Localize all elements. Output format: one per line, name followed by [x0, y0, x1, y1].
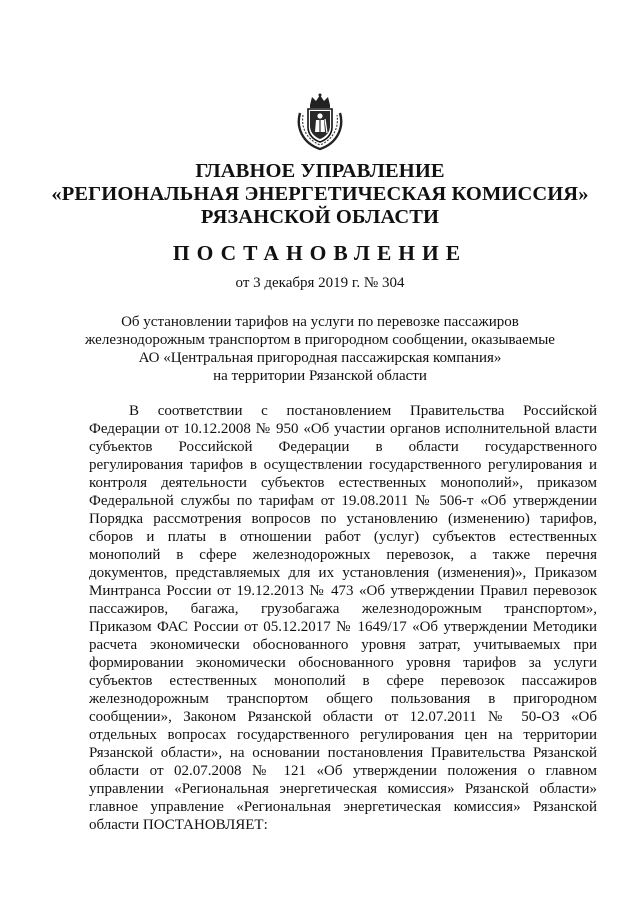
document-date-number: от 3 декабря 2019 г. № 304: [235, 275, 405, 291]
body-line: формировании экономически обоснованного уровня тарифов за услуги: [89, 655, 597, 671]
authority-name-line-3: РЯЗАНСКОЙ ОБЛАСТИ: [200, 206, 440, 228]
body-line: монополий в сфере железнодорожных перевозок, а также перечня: [89, 547, 597, 563]
body-line: контроля деятельности субъектов естественных монополий», приказом: [89, 475, 597, 491]
body-line: железнодорожным транспортом общего пользования в пригородном: [89, 691, 597, 707]
body-line: Федерации от 10.12.2008 № 950 «Об участии органов исполнительной власти: [89, 421, 597, 437]
coat-of-arms-emblem: [296, 93, 344, 151]
body-line: регулирования тарифов в осуществлении государственного регулирования и: [89, 457, 597, 473]
body-line: Минтранса России от 19.12.2013 № 473 «Об утверждении Правил перевозок: [89, 583, 597, 599]
body-line: субъектов естественных монополий в сфере перевозок пассажиров: [89, 673, 597, 689]
body-line: субъектов Российской Федерации в области государственного: [89, 439, 597, 455]
body-line: управлении «Региональная энергетическая комиссия» Рязанской области»: [89, 781, 597, 797]
body-line: сообщении», Законом Рязанской области от 12.07.2011 № 50-ОЗ «Об: [89, 709, 597, 725]
body-line: Рязанской области», на основании постановления Правительства Рязанской: [89, 745, 597, 761]
body-line: расчета экономически обоснованного уровня затрат, учитываемых при: [89, 637, 597, 653]
document-body: [89, 402, 597, 834]
document-subject: [0, 313, 640, 385]
body-line: области ПОСТАНОВЛЯЕТ:: [89, 817, 268, 833]
body-line: Приказом ФАС России от 05.12.2017 № 1649/17 «Об утверждении Методики: [89, 619, 597, 635]
body-line: отдельных вопросах государственного регулирования цен на территории: [89, 727, 597, 743]
authority-name-line-2: «РЕГИОНАЛЬНАЯ ЭНЕРГЕТИЧЕСКАЯ КОМИССИЯ»: [51, 183, 589, 205]
document-type-title: ПОСТАНОВЛЕНИЕ: [172, 241, 468, 265]
body-line: сборов и платы в отношении работ (услуг) субъектов естественных: [89, 529, 597, 545]
body-line: Порядка рассмотрения вопросов по установлению (изменению) тарифов,: [89, 511, 597, 527]
subject-line: Об установлении тарифов на услуги по перевозке пассажиров: [121, 314, 519, 330]
body-line: главное управление «Региональная энергетическая комиссия» Рязанской: [89, 799, 597, 815]
subject-line: на территории Рязанской области: [213, 368, 427, 384]
body-line: области от 02.07.2008 № 121 «Об утверждении положения о главном: [89, 763, 597, 779]
body-line: В соответствии с постановлением Правительства Российской: [129, 403, 597, 419]
subject-line: АО «Центральная пригородная пассажирская компания»: [138, 350, 502, 366]
body-line: Федеральной службы по тарифам от 19.08.2011 № 506-т «Об утверждении: [89, 493, 597, 509]
body-line: документов, представляемых для их установления (изменения)», Приказом: [89, 565, 597, 581]
subject-line: железнодорожным транспортом в пригородном сообщении, оказываемые: [85, 332, 555, 348]
authority-name-line-1: ГЛАВНОЕ УПРАВЛЕНИЕ: [195, 160, 445, 182]
body-line: пассажиров, багажа, грузобагажа железнодорожным транспортом»,: [89, 601, 597, 617]
